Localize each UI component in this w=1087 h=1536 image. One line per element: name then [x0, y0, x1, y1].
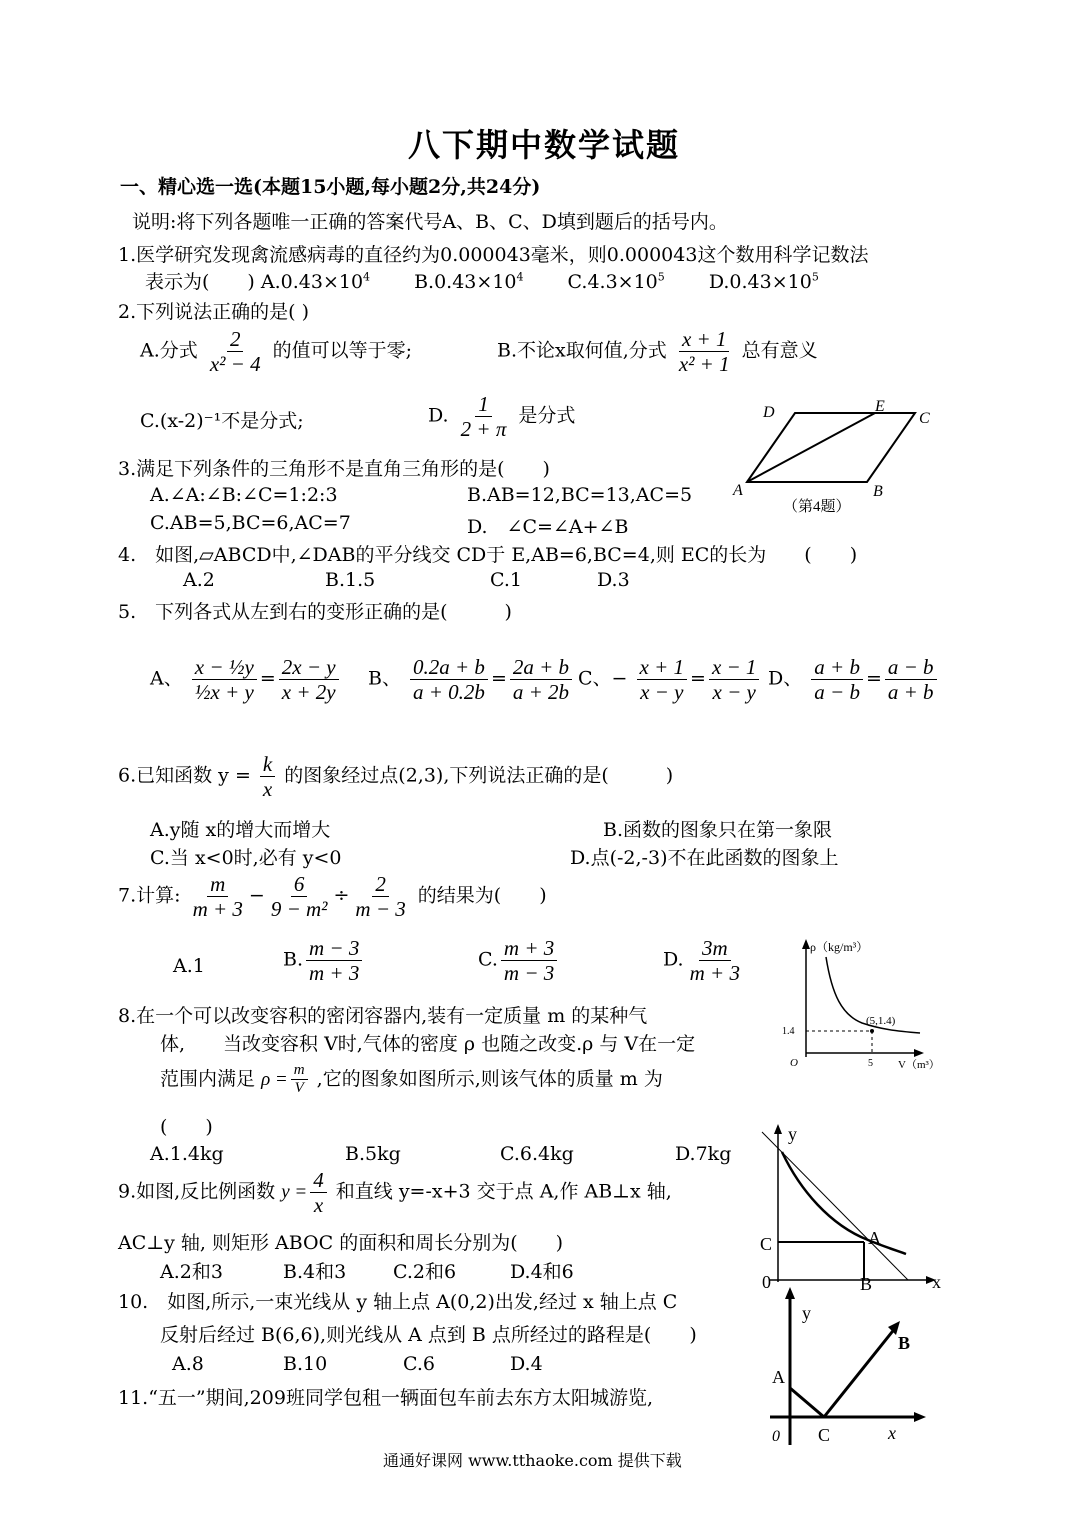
q1-line1: 1.医学研究发现禽流感病毒的直径约为0.000043毫米，则0.000043这个数用科学记数法: [118, 244, 869, 266]
label-b: B: [898, 1333, 911, 1353]
y-axis-arrow: [802, 939, 810, 949]
q2-option-d: D. $\frac{1}{2 + \pi}$ 是分式: [428, 392, 576, 442]
page-footer: 通通好课网 www.tthaoke.com 提供下载: [383, 1451, 682, 1470]
q6-option-d: D.点(-2,-3)不在此函数的图象上: [570, 847, 839, 869]
label-b: B: [860, 1274, 873, 1294]
q6-option-c: C.当 x<0时,必有 y<0: [150, 847, 342, 869]
label-y: y: [788, 1124, 797, 1144]
q2-d-fraction: $\frac{1}{2 + \pi}$: [460, 392, 507, 442]
parallelogram-figure: [725, 395, 945, 520]
q5-option-a: A、 $\frac{\text{x − ½y}}{\text{½x + y}}$ = $\frac{2x - y}{x + 2y}$: [150, 655, 342, 704]
q6-option-a: A.y随 x的增大而增大: [150, 819, 331, 841]
label-c: C: [760, 1234, 773, 1254]
label-y: y: [802, 1303, 811, 1323]
q6-stem: 6.已知函数 y = $\frac{k}{x}$ 的图象经过点(2,3),下列说法正确的是( ): [118, 752, 674, 802]
q2-option-c: C.(x-2)⁻¹不是分式;: [140, 410, 304, 432]
q9-option-d: D.4和6: [510, 1261, 574, 1283]
x-label: V（m³）: [898, 1059, 940, 1071]
q4-option-b: B.1.5: [325, 569, 376, 591]
label-x: x: [932, 1272, 941, 1292]
q2-b-fraction: $\frac{x + 1}{\text{x² + 1}}$: [678, 327, 730, 377]
q9-option-b: B.4和3: [283, 1261, 347, 1283]
q2-stem: 2.下列说法正确的是( ): [118, 301, 309, 323]
parallelogram-shape: [747, 413, 915, 482]
q3-option-a: A.∠A:∠B:∠C=1:2:3: [150, 484, 338, 506]
q10-option-a: A.8: [172, 1353, 204, 1375]
ray-cb: [824, 1327, 896, 1417]
q8-option-c: C.6.4kg: [500, 1143, 574, 1165]
q9-option-c: C.2和6: [393, 1261, 457, 1283]
hyperbola-curve: [782, 1152, 906, 1254]
bisector-ae: [747, 413, 875, 482]
label-a: A: [868, 1228, 881, 1248]
label-e: E: [875, 398, 885, 415]
q1-option-b: $B.0.43\times 10^4$: [414, 270, 524, 293]
q10-line1: 10. 如图,所示,一束光线从 y 轴上点 A(0,2)出发,经过 x 轴上点 C: [118, 1291, 678, 1313]
label-c: C: [818, 1425, 831, 1445]
ray-ac: [790, 1388, 824, 1417]
x-axis-arrow: [914, 1049, 924, 1057]
tick-5: 5: [868, 1058, 873, 1069]
q1-line2: [145, 267, 819, 294]
q3-option-b: B.AB=12,BC=13,AC=5: [467, 484, 693, 506]
inverse-function-figure: [750, 1120, 950, 1300]
point-label: (5,1.4): [866, 1015, 896, 1027]
label-a: A: [772, 1367, 785, 1387]
y-axis-arrow: [774, 1124, 782, 1134]
q10-option-b: B.10: [283, 1353, 328, 1375]
y-axis-arrow: [785, 1287, 795, 1299]
q8-option-b: B.5kg: [345, 1143, 401, 1165]
q4-stem: 4. 如图,▱ABCD中,∠DAB的平分线交 CD于 E,AB=6,BC=4,则 EC的长为 ( ): [118, 544, 858, 566]
q9-line1: 9.如图,反比例函数 y = $\frac{4}{x}$ 和直线 y=-x+3 交于点 A,作 AB⊥x 轴,: [118, 1168, 672, 1218]
q8-line1: 8.在一个可以改变容积的密闭容器内,装有一定质量 m 的某种气: [118, 1005, 648, 1027]
q7-option-a: A.1: [173, 955, 205, 977]
q5-stem: 5. 下列各式从左到右的变形正确的是( ): [118, 601, 512, 623]
x-axis-arrow: [914, 1412, 926, 1422]
q1-option-d: $D.0.43\times 10^5$: [708, 270, 819, 293]
q6-option-b: B.函数的图象只在第一象限: [603, 819, 833, 841]
q11-line1: 11.“五一”期间,209班同学包租一辆面包车前去东方太阳城游览,: [118, 1387, 653, 1409]
q8-option-d: D.7kg: [675, 1143, 732, 1165]
density-graph: [780, 935, 980, 1075]
q5-option-b: B、 $\frac{0.2a + b}{a + 0.2b}$ = $\frac{2a + b}{a + 2b}$: [368, 655, 575, 704]
q4-option-c: C.1: [490, 569, 522, 591]
q8-line2: 体, 当改变容积 V时,气体的密度 ρ 也随之改变.ρ 与 V在一定: [160, 1033, 696, 1055]
q4-option-a: A.2: [183, 569, 215, 591]
q3-option-d: D. ∠C=∠A+∠B: [467, 516, 629, 538]
q7-option-b: B. $\frac{m - 3}{m + 3}$: [283, 936, 365, 985]
tick-1-4: 1.4: [782, 1026, 795, 1037]
light-reflection-figure: [760, 1285, 940, 1460]
label-c: C: [919, 410, 930, 427]
q1-prefix: 表示为( ): [145, 271, 255, 293]
q8-line3: 范围内满足 ρ = $\frac{m}{V}$ ,它的图象如图所示,则该气体的质量 m 为: [160, 1062, 663, 1097]
q7-option-d: D. $\frac{3m}{m + 3}$: [663, 936, 740, 986]
q4-option-d: D.3: [597, 569, 630, 591]
q2-option-a: A.分式 $\frac{2}{\text{x² − 4}}$ 的值可以等于零;: [140, 327, 413, 377]
label-d: D: [763, 404, 775, 421]
q10-line2: 反射后经过 B(6,6),则光线从 A 点到 B 点所经过的路程是( ): [160, 1324, 697, 1346]
point-marker: [870, 1029, 874, 1033]
q7-option-c: C. $\frac{m + 3}{m - 3}$: [478, 936, 560, 985]
q8-line4: ( ): [160, 1116, 213, 1138]
q2-a-fraction: $\frac{2}{\text{x² − 4}}$: [209, 327, 261, 377]
q10-option-c: C.6: [403, 1353, 435, 1375]
y-label: ρ（kg/m³）: [810, 940, 869, 954]
q1-option-c: $C.4.3\times 10^5$: [567, 270, 665, 293]
q8-option-a: A.1.4kg: [150, 1143, 224, 1165]
section-heading: 一、精心选一选(本题15小题,每小题2分,共24分): [120, 176, 541, 198]
q3-stem: 3.满足下列条件的三角形不是直角三角形的是( ): [118, 458, 550, 480]
q7-stem: 7.计算: $\frac{m}{m + 3}$ − $\frac{6}{\text{9 − m²}}$ ÷ $\frac{2}{m - 3}$ 的结果为( ): [118, 872, 547, 922]
label-o: 0: [772, 1428, 780, 1445]
label-o: 0: [762, 1272, 771, 1292]
label-b: B: [873, 483, 883, 500]
figure-caption: （第4题）: [783, 499, 851, 515]
line-y-neg-x-plus-3: [762, 1132, 908, 1280]
q9-line2: AC⊥y 轴, 则矩形 ABOC 的面积和周长分别为( ): [118, 1232, 564, 1254]
q5-option-c: C、− $\frac{x + 1}{x - y}$ = $\frac{x - 1}{x - y}$: [578, 655, 762, 704]
label-a: A: [733, 482, 743, 499]
q9-option-a: A.2和3: [160, 1261, 223, 1283]
q5-option-d: D、 $\frac{a + b}{a - b}$ = $\frac{a - b}{a + b}$: [768, 655, 940, 704]
q3-option-c: C.AB=5,BC=6,AC=7: [150, 512, 351, 534]
section-note: 说明:将下列各题唯一正确的答案代号A、B、C、D填到题后的括号内。: [132, 211, 728, 233]
page-title: 八下期中数学试题: [408, 126, 681, 164]
q1-option-a: $A.0.43\times 10^4$: [260, 270, 371, 293]
label-x: x: [888, 1423, 896, 1443]
q10-option-d: D.4: [510, 1353, 543, 1375]
origin-label: O: [790, 1057, 798, 1069]
q2-option-b: B.不论x取何值,分式 $\frac{x + 1}{\text{x² + 1}}$ 总有意义: [497, 327, 818, 377]
